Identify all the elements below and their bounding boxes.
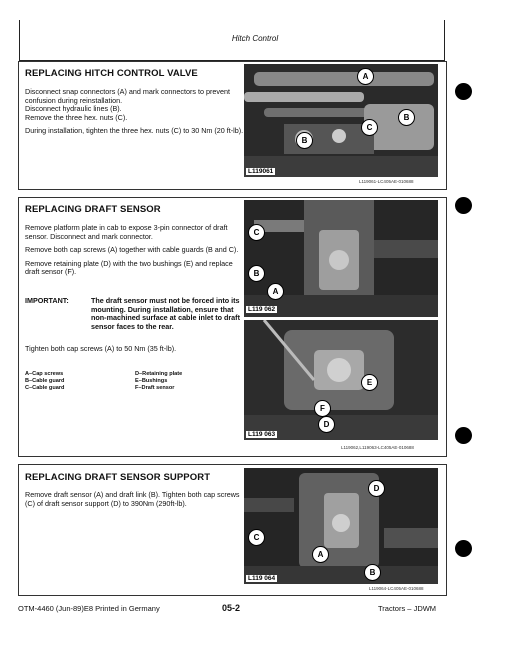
callout-d: D [318, 416, 335, 433]
callout-a: A [312, 546, 329, 563]
legend-item: E–Bushings [135, 378, 168, 384]
footer-page-number: 05-2 [222, 603, 241, 613]
instruction-paragraph: Disconnect snap connectors (A) and mark connectors to prevent confusion during reinstallation. [25, 87, 230, 105]
footer-publication-info: OTM-4460 (Jun-89)E8 Printed in Germany [18, 604, 160, 613]
section-text [25, 224, 247, 282]
photo-draft-sensor-support [244, 468, 438, 584]
photo-draft-sensor-bottom [244, 320, 438, 440]
callout-a: A [267, 283, 284, 300]
section-title: REPLACING DRAFT SENSOR SUPPORT [25, 472, 211, 483]
figure-reference: L119064-LC405AE-010688 [369, 586, 424, 591]
section-draft-sensor-support [18, 464, 447, 596]
legend-item: F–Draft sensor [135, 385, 175, 391]
photo-hitch-control-valve [244, 64, 438, 177]
callout-c: C [361, 119, 378, 136]
instruction-paragraph: Disconnect hydraulic lines (B). [25, 104, 122, 114]
photo-label: L119061 [248, 168, 274, 175]
instruction-paragraph: Tighten both cap screws (A) to 50 Nm (35 ft-lb). [25, 344, 177, 353]
callout-c: C [248, 224, 265, 241]
instruction-paragraph: Remove platform plate in cab to expose 3-pin connector of draft sensor. Disconnect and mark connector. [25, 223, 228, 241]
photo-label: L119 062 [248, 306, 276, 313]
binder-hole-dot [455, 427, 472, 444]
callout-b: B [248, 265, 265, 282]
instruction-paragraph: Remove both cap screws (A) together with cable guards (B and C). [25, 245, 239, 255]
callout-d: D [368, 480, 385, 497]
binder-hole-dot [455, 540, 472, 557]
photo-draft-sensor-top [244, 200, 438, 317]
important-note [25, 297, 247, 331]
callout-b: B [364, 564, 381, 581]
section-title: REPLACING HITCH CONTROL VALVE [25, 68, 198, 79]
callout-c: C [248, 529, 265, 546]
important-text: The draft sensor must not be forced into its mounting. During installation, ensure that non-machined surface at cable inlet to draft sensor faces to the rear. [91, 296, 240, 331]
callout-a: A [357, 68, 374, 85]
footer-manual-title: Tractors – JDWM [378, 604, 437, 613]
binder-hole-dot [455, 83, 472, 100]
section-title: REPLACING DRAFT SENSOR [25, 204, 161, 215]
instruction-paragraph: During installation, tighten the three hex. nuts (C) to 30 Nm (20 ft-lb). [25, 126, 244, 136]
figure-reference: L119062,L119063-LC405AE-010688 [341, 445, 414, 450]
photo-label: L119 063 [248, 431, 276, 438]
section-text [25, 88, 247, 136]
legend-item: C–Cable guard [25, 385, 65, 391]
callout-b: B [296, 132, 313, 149]
photo-label: L119 064 [248, 575, 276, 582]
callout-f: F [314, 400, 331, 417]
page-header-title: Hitch Control [231, 34, 279, 43]
legend-item: B–Cable guard [25, 378, 65, 384]
instruction-paragraph: Remove the three hex. nuts (C). [25, 112, 128, 122]
important-label: IMPORTANT: [25, 296, 69, 305]
legend-item: D–Retaining plate [135, 371, 183, 377]
callout-e: E [361, 374, 378, 391]
instruction-paragraph: Remove retaining plate (D) with the two bushings (E) and replace draft sensor (F). [25, 258, 233, 277]
callout-b: B [398, 109, 415, 126]
binder-hole-dot [455, 197, 472, 214]
instruction-paragraph: Remove draft sensor (A) and draft link (B). Tighten both cap screws (C) of draft sensor support (D) to 390Nm (290ft-lb). [25, 490, 240, 508]
legend-item: A–Cap screws [25, 371, 64, 377]
section-draft-sensor [18, 197, 447, 457]
figure-reference: L119061-LC405AE-010688 [359, 179, 414, 184]
section-hitch-control-valve [18, 61, 447, 190]
